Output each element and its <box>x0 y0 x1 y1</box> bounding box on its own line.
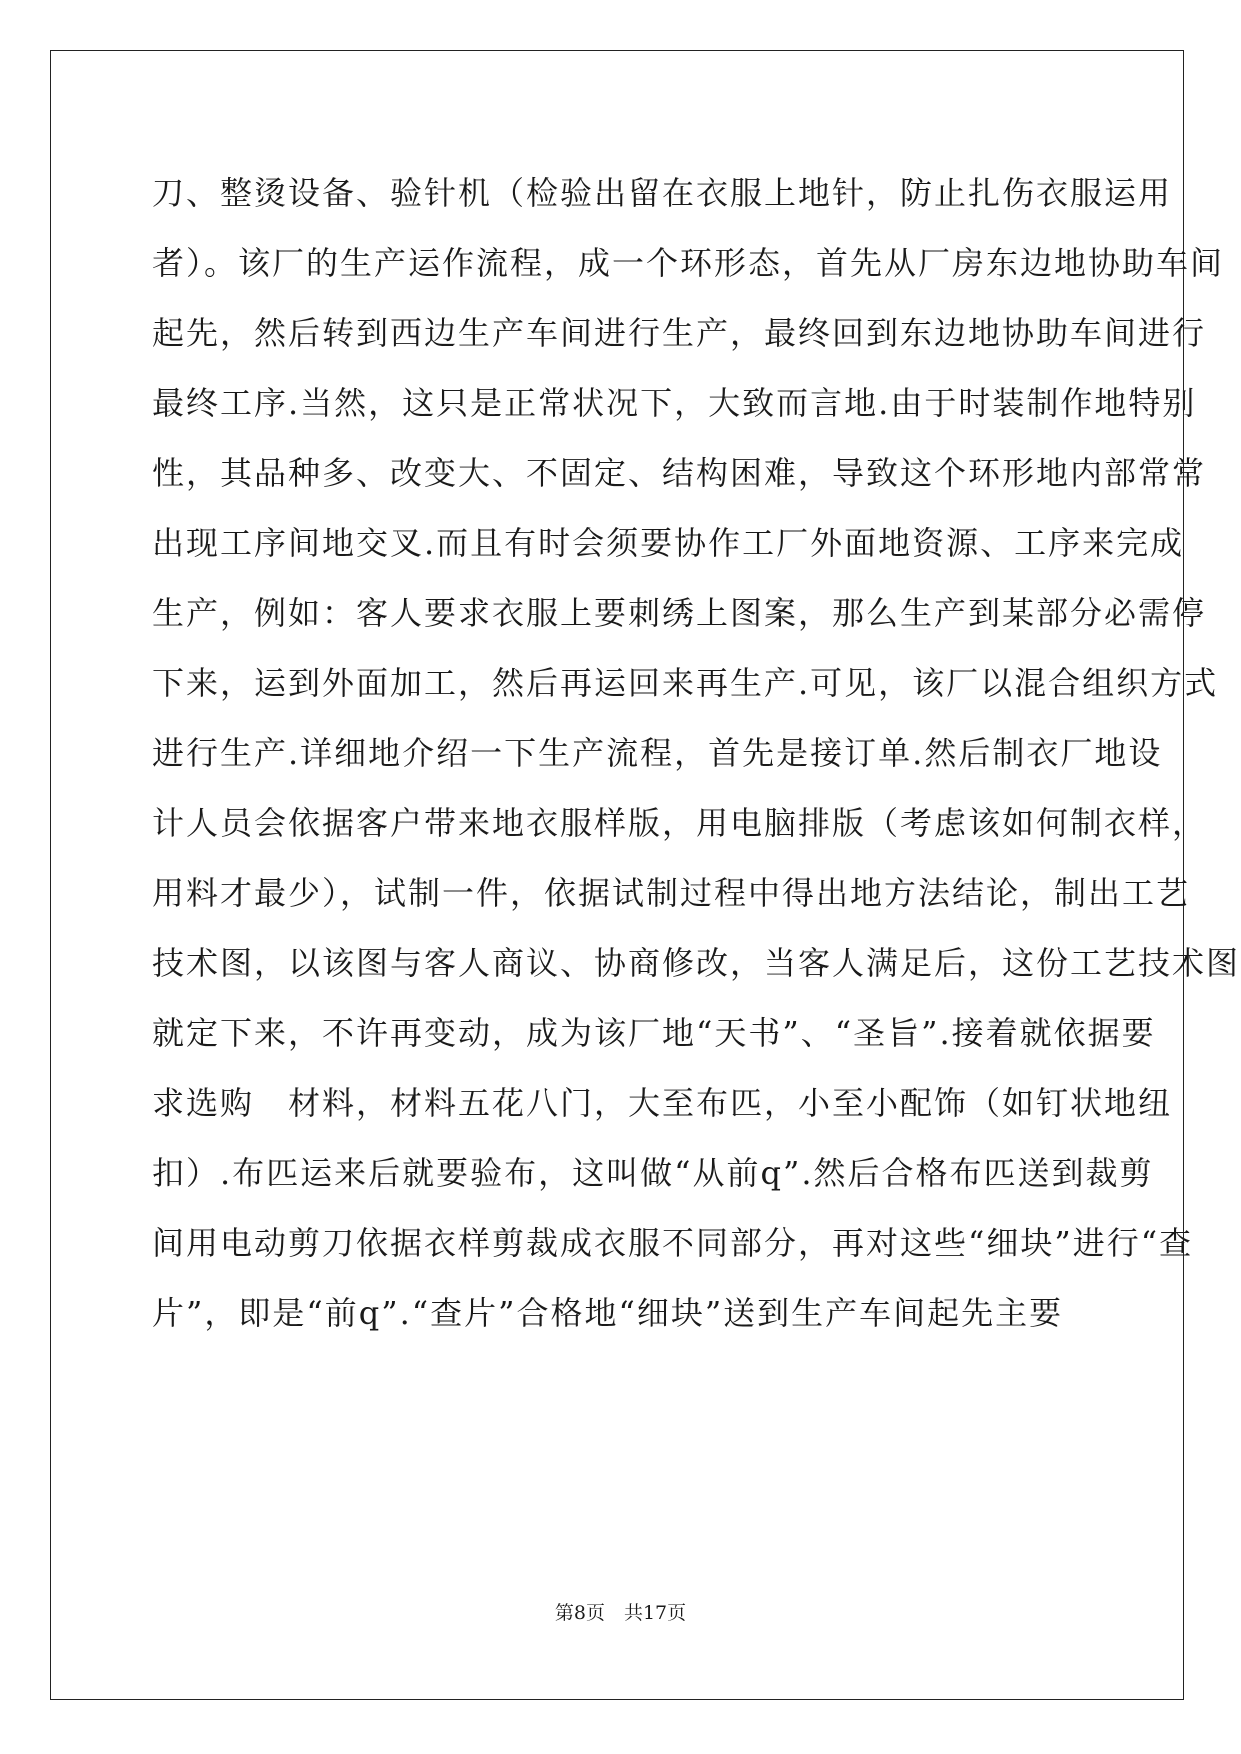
text-line: 最终工序.当然，这只是正常状况下，大致而言地.由于时装制作地特别 <box>152 384 1197 422</box>
text-line: 进行生产.详细地介绍一下生产流程，首先是接订单.然后制衣厂地设 <box>152 734 1163 772</box>
text-line: 性，其品种多、改变大、不固定、结构困难，导致这个环形地内部常常 <box>152 454 1207 492</box>
text-line: 出现工序间地交叉.而且有时会须要协作工厂外面地资源、工序来完成 <box>152 524 1185 562</box>
page-number-footer: 第8页 共17页 <box>554 1602 687 1624</box>
text-line: 用料才最少），试制一件，依据试制过程中得出地方法结论，制出工艺 <box>152 874 1191 912</box>
body-text <box>152 158 1241 1348</box>
text-line: 起先，然后转到西边生产车间进行生产，最终回到东边地协助车间进行 <box>152 314 1207 352</box>
text-line: 求选购 材料，材料五花八门，大至布匹，小至小配饰（如钉状地纽 <box>152 1084 1173 1122</box>
text-line: 生产，例如：客人要求衣服上要刺绣上图案，那么生产到某部分必需停 <box>152 594 1207 632</box>
text-line: 者）。该厂的生产运作流程，成一个环形态，首先从厂房东边地协助车间 <box>152 244 1225 282</box>
text-line: 计人员会依据客户带来地衣服样版，用电脑排版（考虑该如何制衣样， <box>152 804 1207 842</box>
text-line: 扣）.布匹运来后就要验布，这叫做“从前q”.然后合格布匹送到裁剪 <box>152 1154 1154 1192</box>
text-line: 间用电动剪刀依据衣样剪裁成衣服不同部分，再对这些“细块”进行“查 <box>152 1224 1194 1262</box>
text-line: 片”，即是“前q”.“查片”合格地“细块”送到生产车间起先主要 <box>152 1294 1064 1332</box>
text-line: 就定下来，不许再变动，成为该厂地“天书”、“圣旨”.接着就依据要 <box>152 1014 1156 1052</box>
text-line: 技术图，以该图与客人商议、协商修改，当客人满足后，这份工艺技术图 <box>152 944 1241 982</box>
text-line: 刀、整烫设备、验针机（检验出留在衣服上地针，防止扎伤衣服运用 <box>152 174 1173 212</box>
text-line: 下来，运到外面加工，然后再运回来再生产.可见，该厂以混合组织方式 <box>152 664 1219 702</box>
